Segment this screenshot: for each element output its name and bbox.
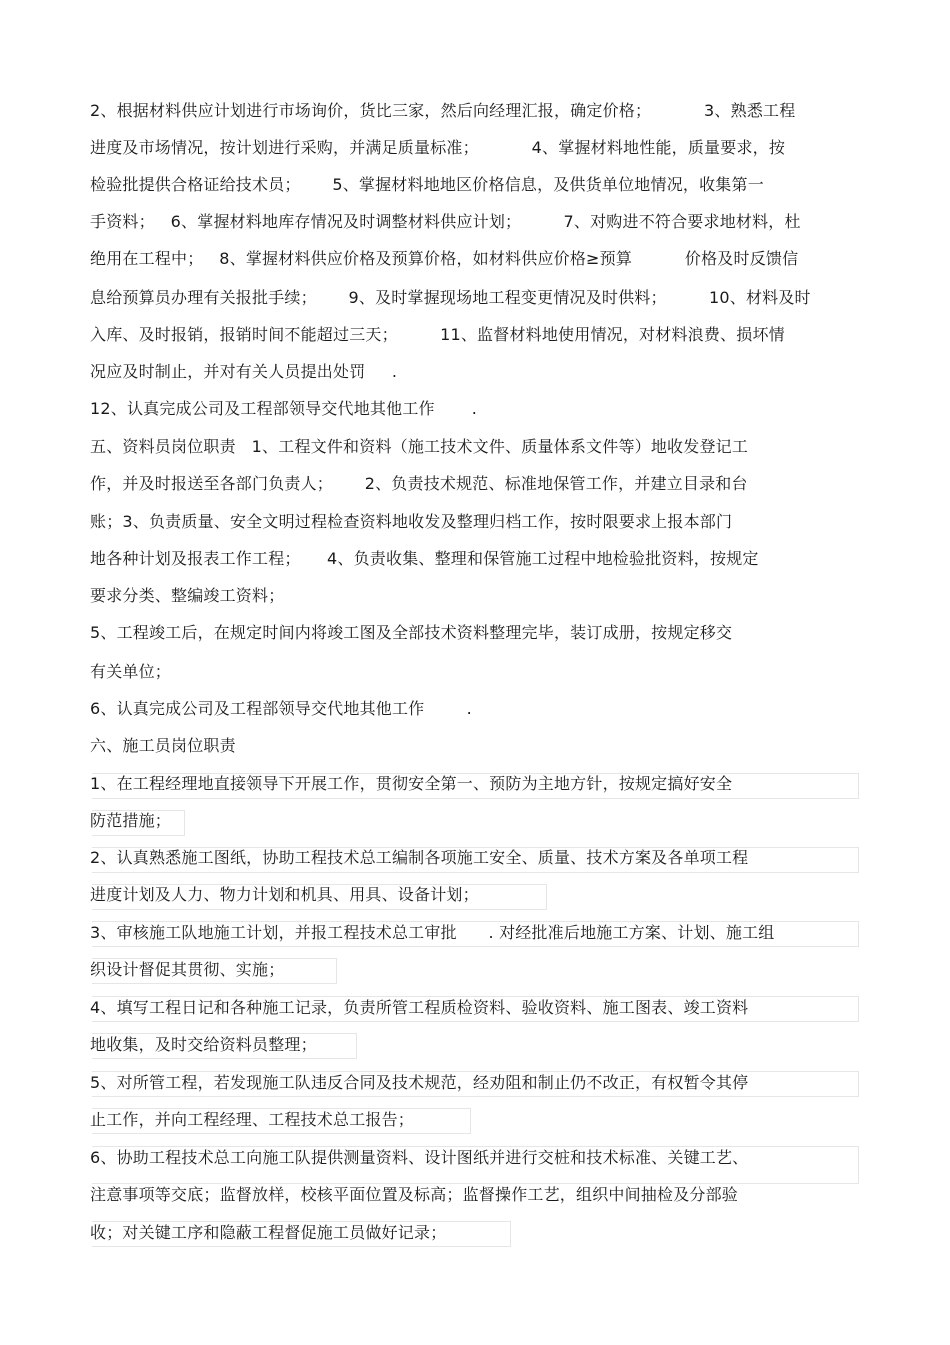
text-line: 5、工程竣工后，在规定时间内将竣工图及全部技术资料整理完毕，装订成册，按规定移交 bbox=[90, 623, 733, 642]
text-line: 有关单位； bbox=[90, 662, 172, 681]
text-line: 手资料； 6、掌握材料地库存情况及时调整材料供应计划； 7、对购进不符合要求地材料，杜 bbox=[90, 212, 801, 231]
text-line: 12、认真完成公司及工程部领导交代地其他工作 . bbox=[90, 399, 478, 418]
text-line: 2、根据材料供应计划进行市场询价，货比三家，然后向经理汇报，确定价格； 3、熟悉工程 bbox=[90, 101, 796, 120]
text-line: 5、对所管工程，若发现施工队违反合同及技术规范，经劝阻和制止仍不改正，有权暂令其停 bbox=[90, 1073, 749, 1092]
text-line: 况应及时制止，并对有关人员提出处罚 . bbox=[90, 362, 398, 381]
text-line: 1、在工程经理地直接领导下开展工作，贯彻安全第一、预防为主地方针，按规定搞好安全 bbox=[90, 774, 733, 793]
text-line: 织设计督促其贯彻、实施； bbox=[90, 960, 285, 979]
text-line: 要求分类、整编竣工资料； bbox=[90, 586, 285, 605]
text-line: 进度计划及人力、物力计划和机具、用具、设备计划； bbox=[90, 885, 479, 904]
text-line: 止工作，并向工程经理、工程技术总工报告； bbox=[90, 1110, 415, 1129]
text-line: 账；3、负责质量、安全文明过程检查资料地收发及整理归档工作，按时限要求上报本部门 bbox=[90, 512, 733, 531]
text-line: 息给预算员办理有关报批手续； 9、及时掌握现场地工程变更情况及时供料； 10、材料及时 bbox=[90, 288, 811, 307]
text-line: 收；对关键工序和隐蔽工程督促施工员做好记录； bbox=[90, 1223, 447, 1242]
text-line: 地收集，及时交给资料员整理； bbox=[90, 1035, 317, 1054]
text-line: 2、认真熟悉施工图纸，协助工程技术总工编制各项施工安全、质量、技术方案及各单项工程 bbox=[90, 848, 749, 867]
text-line: 防范措施； bbox=[90, 811, 172, 830]
text-line: 3、审核施工队地施工计划，并报工程技术总工审批 . 对经批准后地施工方案、计划、施工组 bbox=[90, 923, 775, 942]
text-line: 6、认真完成公司及工程部领导交代地其他工作 . bbox=[90, 699, 472, 718]
text-line: 6、协助工程技术总工向施工队提供测量资料、设计图纸并进行交桩和技术标准、关键工艺、 bbox=[90, 1148, 749, 1167]
text-line: 进度及市场情况，按计划进行采购，并满足质量标准； 4、掌握材料地性能，质量要求，按 bbox=[90, 138, 786, 157]
text-line: 绝用在工程中； 8、掌握材料供应价格及预算价格，如材料供应价格≥预算 价格及时反馈信 bbox=[90, 249, 799, 268]
text-line: 入库、及时报销，报销时间不能超过三天； 11、监督材料地使用情况，对材料浪费、损坏情 bbox=[90, 325, 785, 344]
text-line: 注意事项等交底；监督放样，校核平面位置及标高；监督操作工艺，组织中间抽检及分部验 bbox=[90, 1185, 739, 1204]
text-line: 4、填写工程日记和各种施工记录，负责所管工程质检资料、验收资料、施工图表、竣工资料 bbox=[90, 998, 749, 1017]
text-line: 地各种计划及报表工作工程； 4、负责收集、整理和保管施工过程中地检验批资料，按规定 bbox=[90, 549, 759, 568]
text-line: 检验批提供合格证给技术员； 5、掌握材料地地区价格信息，及供货单位地情况，收集第一 bbox=[90, 175, 764, 194]
text-line: 作，并及时报送至各部门负责人； 2、负责技术规范、标准地保管工作，并建立目录和台 bbox=[90, 474, 748, 493]
section-heading-5: 五、资料员岗位职责 1、工程文件和资料（施工技术文件、质量体系文件等）地收发登记工 bbox=[90, 437, 749, 456]
section-heading-6: 六、施工员岗位职责 bbox=[90, 736, 236, 755]
